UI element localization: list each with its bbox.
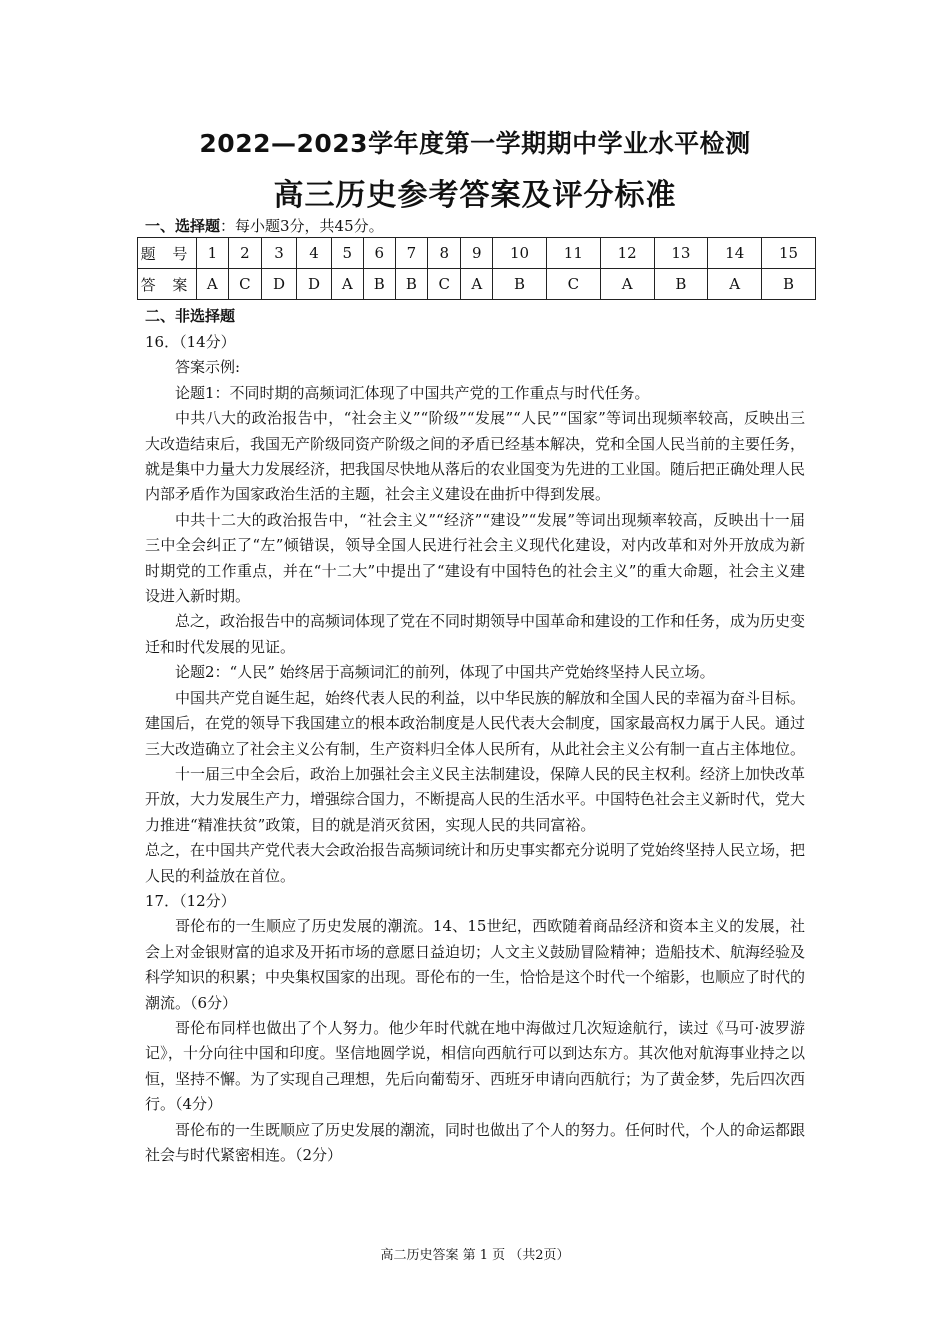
- q16-conclusion: 总之，在中国共产党代表大会政治报告高频词统计和历史事实都充分说明了党始终坚持人民立场，把人民的利益放在首位。: [145, 841, 806, 885]
- table-cell: 11: [546, 238, 600, 269]
- table-cell: 13: [654, 238, 708, 269]
- answer-table-row-numbers: [138, 238, 816, 269]
- table-cell: A: [461, 269, 493, 300]
- document-title: 2022—2023学年度第一学期期中学业水平检测: [199, 129, 751, 158]
- table-cell: 7: [395, 238, 427, 269]
- table-cell: A: [600, 269, 654, 300]
- table-cell: B: [363, 269, 395, 300]
- table-cell: 15: [762, 238, 816, 269]
- q16-paragraph: 中共八大的政治报告中，“社会主义”“阶级”“发展”“人民”“国家”等词出现频率较高，反映出三大改造结束后，我国无产阶级同资产阶级之间的矛盾已经基本解决，党和全国人民当前的主要任务，就是集中力量大力发展经济，把我国尽快地从落后的农业国变为先进的工业国。随后把正确处理人民内部矛盾作为国家政治生活的主题，社会主义建设在曲折中得到发展。: [145, 409, 806, 504]
- row-label-number: 题 号: [138, 238, 197, 269]
- section1-note: ：每小题3分，共45分。: [220, 217, 384, 235]
- q17-paragraph: 哥伦布的一生顺应了历史发展的潮流。14、15世纪，西欧随着商品经济和资本主义的发展，社会上对金银财富的追求及开拓市场的意愿日益迫切；人文主义鼓励冒险精神；造船技术、航海经验及科学知识的积累；中央集权国家的出现。哥伦布的一生，恰恰是这个时代一个缩影，也顺应了时代的潮流。（6分）: [145, 917, 806, 1012]
- q16-paragraph: 论题1：不同时期的高频词汇体现了中国共产党的工作重点与时代任务。: [175, 383, 650, 402]
- table-cell: 9: [461, 238, 493, 269]
- document-subtitle: 高三历史参考答案及评分标准: [273, 178, 677, 213]
- table-cell: 3: [262, 238, 297, 269]
- table-cell: 12: [600, 238, 654, 269]
- table-cell: B: [493, 269, 547, 300]
- answer-content: [145, 330, 805, 1168]
- table-cell: 2: [228, 238, 261, 269]
- q17-paragraph: 哥伦布的一生既顺应了历史发展的潮流，同时也做出了个人的努力。任何时代，个人的命运都跟社会与时代紧密相连。（2分）: [145, 1120, 806, 1164]
- section2-heading: 二、非选择题: [145, 307, 236, 325]
- q16-paragraph: 总之，政治报告中的高频词体现了党在不同时期领导中国革命和建设的工作和任务，成为历史变迁和时代发展的见证。: [145, 612, 806, 656]
- q16-paragraph: 论题2：“人民” 始终居于高频词汇的前列，体现了中国共产党始终坚持人民立场。: [175, 663, 715, 682]
- answer-table: [137, 237, 816, 300]
- q16-paragraph: 中国共产党自诞生起，始终代表人民的利益，以中华民族的解放和全国人民的幸福为奋斗目标。建国后，在党的领导下我国建立的根本政治制度是人民代表大会制度，国家最高权力属于人民。通过三大改造确立了社会主义公有制，生产资料归全体人民所有，从此社会主义公有制一直占主体地位。: [145, 688, 806, 758]
- table-cell: 6: [363, 238, 395, 269]
- q16-paragraph: 中共十二大的政治报告中，“社会主义”“经济”“建设”“发展”等词出现频率较高，反映出十一届三中全会纠正了“左”倾错误，领导全国人民进行社会主义现代化建设，对内改革和对外开放成为新时期党的工作重点，并在“十二大”中提出了“建设有中国特色的社会主义”的重大命题，社会主义建设进入新时期。: [145, 510, 805, 606]
- table-cell: C: [428, 269, 461, 300]
- table-cell: 1: [197, 238, 229, 269]
- table-cell: A: [708, 269, 762, 300]
- q17-heading: 17．（12分）: [145, 891, 236, 910]
- answer-table-row-answers: [138, 269, 816, 300]
- q16-heading: 16．（14分）: [145, 333, 236, 351]
- table-cell: D: [297, 269, 332, 300]
- table-cell: B: [762, 269, 816, 300]
- table-cell: B: [395, 269, 427, 300]
- table-cell: A: [197, 269, 229, 300]
- table-cell: C: [228, 269, 261, 300]
- section1-heading: [145, 215, 384, 236]
- q17-paragraph: 哥伦布同样也做出了个人努力。他少年时代就在地中海做过几次短途航行，读过《马可·波罗游记》，十分向往中国和印度。坚信地圆学说，相信向西航行可以到达东方。其次他对航海事业持之以恒，坚持不懈。为了实现自己理想，先后向葡萄牙、西班牙申请向西航行；为了黄金梦，先后四次西行。（4分）: [145, 1018, 806, 1114]
- q16-paragraph: 十一届三中全会后，政治上加强社会主义民主法制建设，保障人民的民主权利。经济上加快改革开放，大力发展生产力，增强综合国力，不断提高人民的生活水平。中国特色社会主义新时代，党大力推进“精准扶贫”政策，目的就是消灭贫困，实现人民的共同富裕。: [145, 764, 806, 834]
- q16-example-label: 答案示例:: [175, 358, 241, 377]
- table-cell: B: [654, 269, 708, 300]
- table-cell: 4: [297, 238, 332, 269]
- table-cell: 10: [493, 238, 547, 269]
- section1-label: 一、选择题: [145, 217, 221, 235]
- table-cell: A: [331, 269, 363, 300]
- page-footer: 高二历史答案 第 1 页 （共2页）: [380, 1248, 570, 1263]
- row-label-answer: 答 案: [138, 269, 197, 300]
- table-cell: 14: [708, 238, 762, 269]
- table-cell: 5: [331, 238, 363, 269]
- table-cell: D: [262, 269, 297, 300]
- table-cell: C: [546, 269, 600, 300]
- table-cell: 8: [428, 238, 461, 269]
